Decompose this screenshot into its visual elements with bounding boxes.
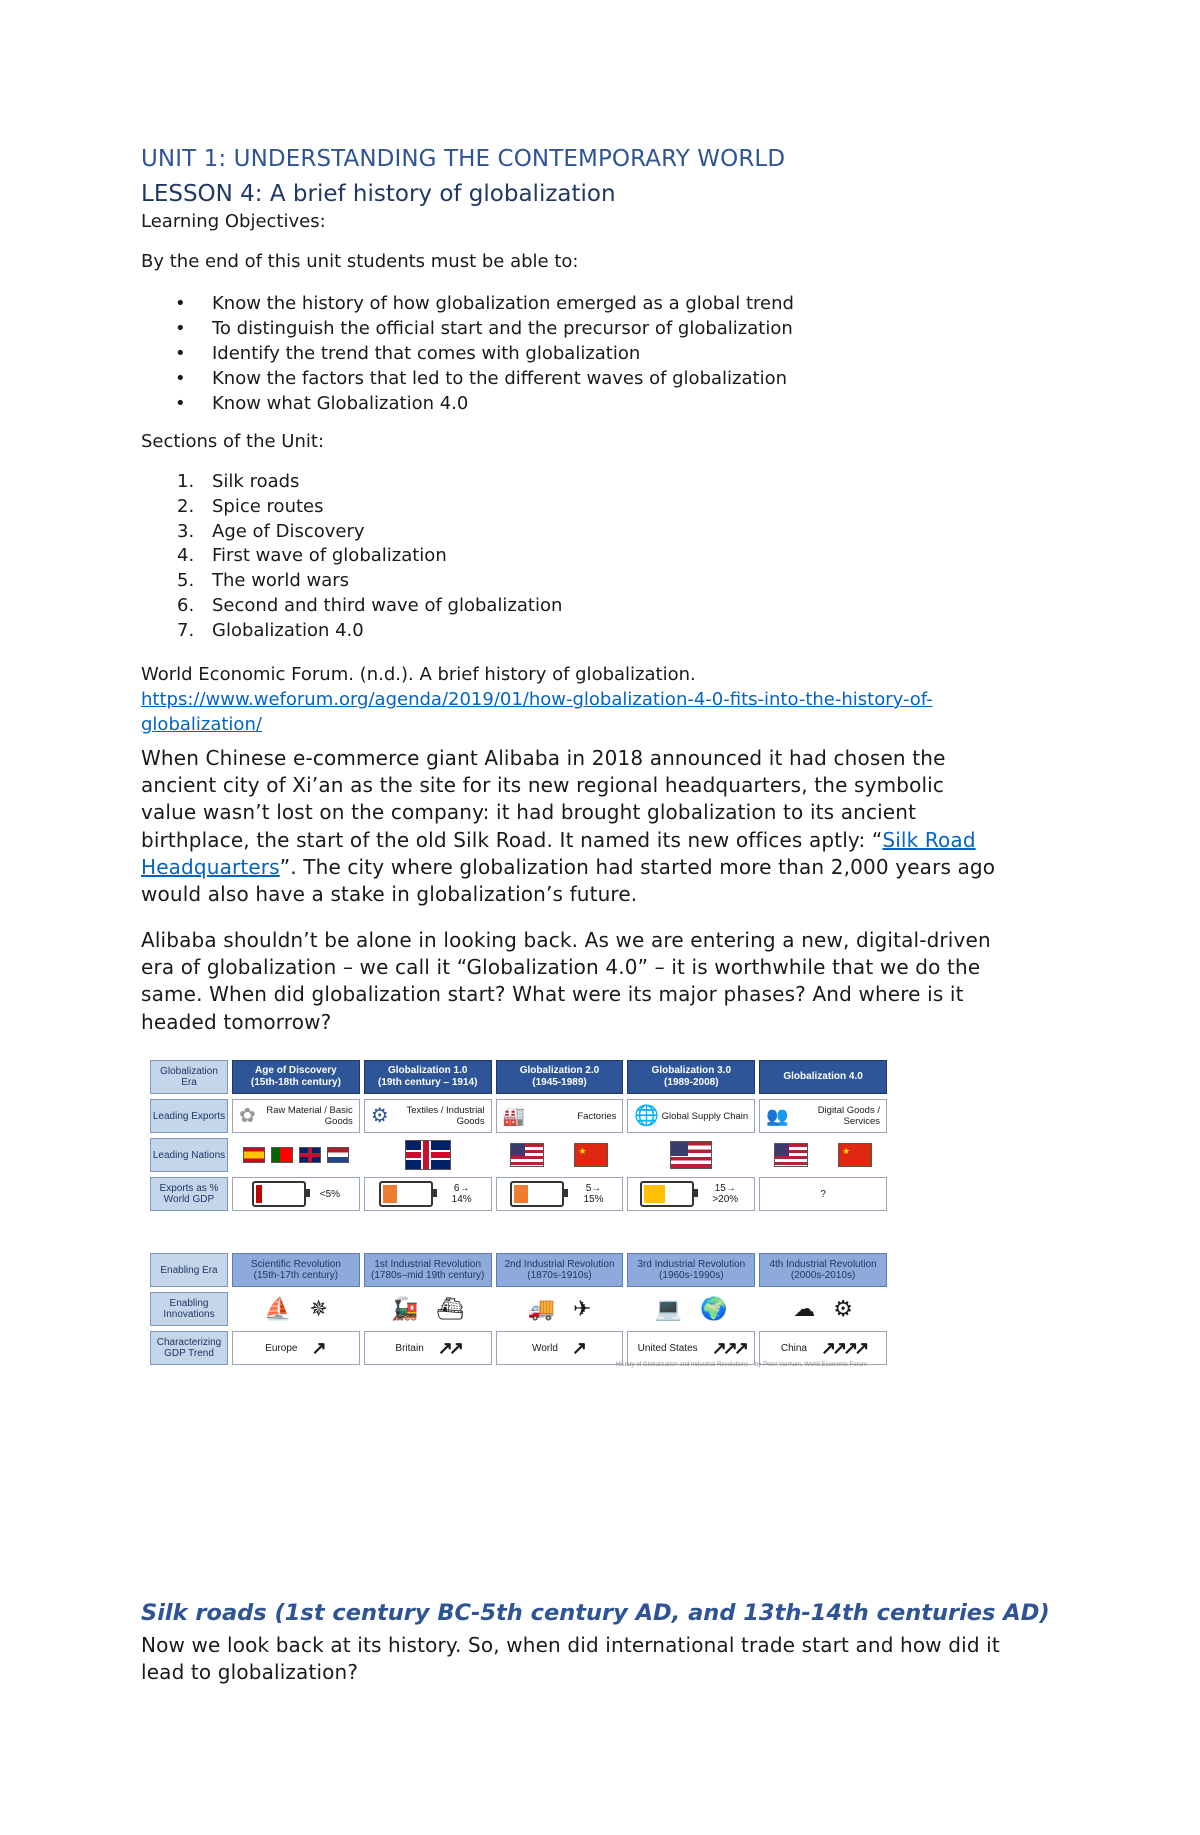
nations-cell [759, 1138, 887, 1172]
china-flag-icon: ★ [574, 1143, 608, 1167]
era-name: Globalization 3.0 [651, 1065, 732, 1076]
paragraph-silk-roads [141, 1632, 1066, 1686]
paragraph-line: same. When did globalization start? What were its major phases? And where is it [141, 982, 964, 1007]
list-item: • Know the history of how globalization emerged as a global trend [141, 291, 794, 316]
era-name: Age of Discovery [255, 1065, 337, 1076]
list-number: 7. [177, 619, 195, 641]
usa-flag-icon [774, 1143, 808, 1167]
enabling-name: 1st Industrial Revolution [374, 1259, 482, 1270]
paragraph-line: era of globalization – we call it “Globalization 4.0” – it is worthwhile that we do the [141, 955, 981, 980]
portugal-flag-icon [271, 1147, 293, 1163]
trend-arrow-icon: ↗↗↗↗ [821, 1337, 866, 1358]
trend-region: Britain [395, 1342, 424, 1354]
usa-flag-icon [510, 1143, 544, 1167]
list-item [141, 594, 562, 619]
table-row [150, 1331, 887, 1365]
exports-cell [232, 1099, 360, 1133]
sections-heading: Sections of the Unit: [141, 431, 325, 452]
paragraph-text: birthplace, the start of the old Silk Road. It named its new offices aptly: “ [141, 827, 883, 852]
usa-flag-icon [670, 1141, 712, 1169]
row-head-enabling-era: Enabling Era [150, 1253, 228, 1287]
paragraph-alibaba [141, 745, 1066, 908]
enabling-era-header [364, 1253, 492, 1287]
list-number: 1. [177, 471, 195, 492]
battery-icon [640, 1181, 694, 1207]
innovations-cell [627, 1292, 755, 1326]
nations-cell [232, 1138, 360, 1172]
list-item [141, 619, 562, 644]
era-period: (19th century – 1914) [377, 1077, 478, 1088]
era-header [496, 1060, 624, 1094]
cotton-icon: ✿ [239, 1104, 256, 1127]
era-header [232, 1060, 360, 1094]
exports-text: Digital Goods / Services [817, 1105, 880, 1127]
exports-text: Global Supply Chain [661, 1110, 749, 1122]
globalization-table [146, 1055, 891, 1370]
exports-text: Raw Material / Basic Goods [266, 1105, 353, 1127]
steamship-icon: ⛴ [436, 1296, 465, 1321]
battery-icon [252, 1181, 306, 1207]
china-flag-icon: ★ [838, 1143, 872, 1167]
trend-cell [496, 1331, 624, 1365]
unit-title: UNIT 1: UNDERSTANDING THE CONTEMPORARY WORLD [141, 146, 786, 172]
table-row [150, 1253, 887, 1287]
paragraph-line: would also have a stake in globalization’s future. [141, 882, 638, 907]
netherlands-flag-icon [327, 1147, 349, 1163]
paragraph-line: Alibaba shouldn’t be alone in looking back. As we are entering a new, digital-driven [141, 928, 991, 952]
list-label: Age of Discovery [212, 520, 365, 542]
trend-arrow-icon: ↗↗ [437, 1337, 460, 1358]
reference [141, 662, 933, 737]
gdp-text: 6→ 14% [451, 1183, 472, 1205]
list-item [141, 544, 562, 569]
trend-cell [627, 1331, 755, 1365]
row-head-nations: Leading Nations [150, 1138, 228, 1172]
enabling-name: 4th Industrial Revolution [769, 1259, 877, 1270]
battery-icon [510, 1181, 564, 1207]
innovations-cell [496, 1292, 624, 1326]
list-item: • Know the factors that led to the different waves of globalization [141, 366, 794, 391]
machine-icon: ⚙ [370, 1104, 389, 1127]
enabling-name: 2nd Industrial Revolution [504, 1259, 615, 1270]
paragraph-line [141, 827, 1066, 854]
era-header [364, 1060, 492, 1094]
computer-icon: 💻 [654, 1296, 683, 1321]
nations-cell [627, 1138, 755, 1172]
gear-icon: ⚙ [833, 1296, 853, 1321]
nations-cell [364, 1138, 492, 1172]
innovations-cell [232, 1292, 360, 1326]
globalization-figure [146, 1055, 891, 1370]
ship-icon: ⛵ [263, 1296, 292, 1321]
compass-icon: ✵ [309, 1296, 328, 1321]
list-number: 3. [177, 520, 195, 542]
list-number: 6. [177, 594, 195, 616]
paragraph-line: Now we look back at its history. So, when did international trade start and how did it [141, 1633, 1000, 1657]
exports-cell [496, 1099, 624, 1133]
trend-region: United States [637, 1342, 698, 1354]
list-label: The world wars [212, 570, 350, 592]
paragraph-line: value wasn’t lost on the company: it had brought globalization to its ancient [141, 800, 917, 825]
exports-cell [759, 1099, 887, 1133]
internet-globe-icon: 🌍 [700, 1296, 728, 1321]
gdp-cell [627, 1177, 755, 1211]
enabling-period: (2000s-2010s) [790, 1270, 856, 1281]
gdp-cell [496, 1177, 624, 1211]
era-name: Globalization 4.0 [783, 1071, 863, 1082]
list-item [141, 470, 562, 495]
row-head-trend: Characterizing GDP Trend [150, 1331, 228, 1365]
table-row [150, 1138, 887, 1172]
enabling-name: 3rd Industrial Revolution [637, 1259, 746, 1270]
list-label: Globalization 4.0 [212, 619, 364, 641]
enabling-era-header [496, 1253, 624, 1287]
list-number: 5. [177, 570, 195, 592]
trend-arrow-icon: ↗ [571, 1337, 587, 1358]
sections-list [141, 470, 562, 644]
exports-cell [627, 1099, 755, 1133]
citation: World Economic Forum. (n.d.). A brief history of globalization. [141, 664, 696, 685]
gdp-cell [232, 1177, 360, 1211]
table-row [150, 1060, 887, 1094]
exports-cell [364, 1099, 492, 1133]
table-row [150, 1099, 887, 1133]
digital-icon: 👥 [766, 1105, 789, 1126]
list-number: 2. [177, 495, 195, 517]
list-number: 4. [177, 545, 195, 567]
silk-roads-heading: Silk roads (1st century BC-5th century AD, and 13th-14th centuries AD) [141, 1600, 1050, 1626]
trend-cell [232, 1331, 360, 1365]
airplane-icon: ✈ [572, 1296, 592, 1321]
reference-link-line1: https://www.weforum.org/agenda/2019/01/how-globalization-4-0-fits-into-the-history-of- [141, 689, 933, 710]
era-header [627, 1060, 755, 1094]
list-item: • To distinguish the official start and the precursor of globalization [141, 316, 794, 341]
row-head-gdp: Exports as % World GDP [150, 1177, 228, 1211]
row-head-exports: Leading Exports [150, 1099, 228, 1133]
trend-region: World [531, 1342, 558, 1354]
paragraph-looking-back [141, 927, 1066, 1036]
table-spacer [150, 1216, 887, 1248]
nations-cell [496, 1138, 624, 1172]
list-label: Second and third wave of globalization [212, 594, 563, 616]
era-period: (1945-1989) [532, 1077, 587, 1088]
enabling-period: (1870s-1910s) [527, 1270, 592, 1281]
enabling-era-header [232, 1253, 360, 1287]
list-label: Spice routes [212, 495, 324, 517]
silk-road-link[interactable]: Silk Road [882, 827, 976, 852]
gdp-text: <5% [319, 1188, 341, 1200]
trend-arrow-icon: ↗ [311, 1337, 327, 1358]
era-name: Globalization 2.0 [519, 1065, 600, 1076]
paragraph-line: headed tomorrow? [141, 1009, 332, 1034]
battery-icon [379, 1181, 433, 1207]
innovations-cell [364, 1292, 492, 1326]
list-label: Silk roads [212, 471, 300, 492]
paragraph-line: lead to globalization? [141, 1660, 359, 1685]
truck-icon: 🚚 [527, 1296, 555, 1321]
gdp-cell [364, 1177, 492, 1211]
objectives-intro: By the end of this unit students must be able to: [141, 251, 579, 272]
trend-region: China [780, 1342, 807, 1354]
list-item [141, 569, 562, 594]
cloud-icon: ☁ [793, 1296, 816, 1321]
trend-cell [364, 1331, 492, 1365]
trend-arrow-icon: ↗↗↗ [711, 1337, 745, 1358]
trend-cell [759, 1331, 887, 1365]
uk-flag-icon [405, 1140, 451, 1170]
list-label: First wave of globalization [212, 545, 447, 567]
gdp-text: 5→ 15% [583, 1183, 604, 1205]
era-header [759, 1060, 887, 1094]
row-head-innovations: Enabling Innovations [150, 1292, 228, 1326]
list-item [141, 495, 562, 520]
list-item: • Know what Globalization 4.0 [141, 391, 794, 416]
paragraph-line: When Chinese e-commerce giant Alibaba in 2018 announced it had chosen the [141, 746, 946, 770]
era-period: (1989-2008) [664, 1077, 719, 1088]
paragraph-line: ancient city of Xi’an as the site for its new regional headquarters, the symbolic [141, 773, 945, 798]
era-name: Globalization 1.0 [387, 1065, 468, 1076]
enabling-era-header [759, 1253, 887, 1287]
enabling-era-header [627, 1253, 755, 1287]
enabling-period: (1960s-1990s) [659, 1270, 724, 1281]
lesson-title: LESSON 4: A brief history of globalization [141, 181, 616, 207]
uk-flag-icon [299, 1147, 321, 1163]
factory-icon: 🏭 [502, 1105, 526, 1126]
enabling-name: Scientific Revolution [250, 1259, 341, 1270]
row-head-era: Globalization Era [150, 1060, 228, 1094]
list-item: • Identify the trend that comes with globalization [141, 341, 794, 366]
reference-link-line2: globalization/ [141, 714, 262, 735]
gdp-cell [759, 1177, 887, 1211]
figure-caption: History of Globalization and Industrial Revolutions – by Peter Vanham, World Economic Forum [616, 1362, 867, 1368]
innovations-cell [759, 1292, 887, 1326]
objectives-heading: Learning Objectives: [141, 211, 326, 232]
spain-flag-icon [243, 1147, 265, 1163]
locomotive-icon: 🚂 [391, 1296, 419, 1321]
gdp-text: 15→ >20% [712, 1183, 739, 1205]
headquarters-link[interactable]: Headquarters [141, 854, 280, 879]
exports-text: Factories [577, 1110, 617, 1122]
table-row [150, 1177, 887, 1211]
gdp-text: ? [820, 1188, 826, 1200]
era-period: (15th-18th century) [250, 1077, 341, 1088]
trend-region: Europe [265, 1342, 298, 1354]
exports-text: Textiles / Industrial Goods [406, 1105, 485, 1127]
paragraph-text: ”. The city where globalization had started more than 2,000 years ago [279, 854, 996, 879]
reference-link[interactable] [141, 689, 933, 735]
table-row [150, 1292, 887, 1326]
paragraph-line [141, 854, 1066, 881]
objectives-list [141, 291, 794, 416]
enabling-period: (15th-17th century) [253, 1270, 339, 1281]
list-item [141, 520, 562, 545]
enabling-period: (1780s–mid 19th century) [370, 1270, 485, 1281]
globe-icon: 🌐 [634, 1104, 660, 1127]
